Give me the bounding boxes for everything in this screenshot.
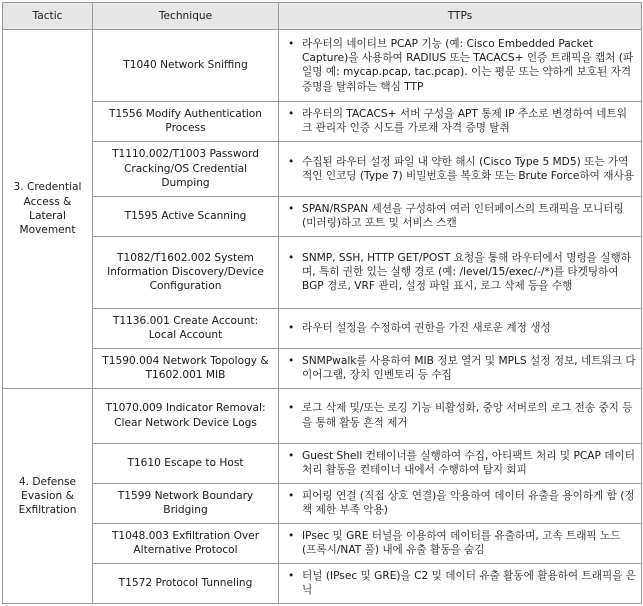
ttp-text: 터널 (IPsec 및 GRE)을 C2 및 데이터 유출 활동에 활용하여 트래픽을 은닉	[302, 570, 637, 597]
ttp-item	[288, 569, 637, 597]
table-row	[3, 101, 642, 141]
ttp-item	[288, 202, 637, 230]
ttp-cell	[279, 483, 642, 523]
header-technique: Technique	[93, 3, 279, 30]
ttp-cell	[279, 563, 642, 603]
ttp-cell	[279, 443, 642, 483]
ttp-item	[288, 449, 637, 477]
tactic-cell: 3. Credential Access & Lateral Movement	[3, 30, 93, 389]
bullet-icon: •	[288, 155, 295, 168]
ttp-cell	[279, 101, 642, 141]
ttp-cell	[279, 141, 642, 196]
ttp-text: 로그 삭제 및/또는 로깅 기능 비활성화, 중앙 서버로의 로그 전송 중지 등을 통해 활동 흔적 제거	[302, 402, 633, 429]
ttp-item	[288, 107, 637, 135]
technique-cell: T1572 Protocol Tunneling	[93, 563, 279, 603]
ttp-text: 라우터 설정을 수정하여 권한을 가진 새로운 계정 생성	[302, 321, 551, 334]
ttp-cell	[279, 348, 642, 388]
ttp-text: 라우터의 TACACS+ 서버 구성을 APT 통제 IP 주소로 변경하여 네트워크 관리자 인증 시도를 가로채 자격 증명 탈취	[302, 108, 627, 135]
ttp-cell	[279, 308, 642, 348]
table-row	[3, 388, 642, 443]
ttp-cell	[279, 196, 642, 236]
ttp-item	[288, 401, 637, 429]
technique-cell: T1082/T1602.002 System Information Discovery/Device Configuration	[93, 236, 279, 308]
bullet-icon: •	[288, 37, 295, 50]
technique-cell: T1595 Active Scanning	[93, 196, 279, 236]
ttp-item	[288, 489, 637, 517]
bullet-icon: •	[288, 530, 295, 543]
table-row	[3, 563, 642, 603]
ttp-item	[288, 37, 637, 94]
technique-cell: T1136.001 Create Account: Local Account	[93, 308, 279, 348]
ttp-cell	[279, 236, 642, 308]
table-row	[3, 141, 642, 196]
technique-cell: T1040 Network Sniffing	[93, 30, 279, 102]
ttp-cell	[279, 30, 642, 102]
ttp-item	[288, 321, 637, 335]
ttp-text: IPsec 및 GRE 터널을 이용하여 데이터를 유출하며, 고속 트래픽 노드 (프록시/NAT 풀) 내에 유출 활동을 숨김	[302, 530, 621, 557]
ttp-text: 수집된 라우터 설정 파일 내 약한 해시 (Cisco Type 5 MD5) 또는 가역적인 인코딩 (Type 7) 비밀번호를 복호화 또는 Brute Force하여 재사용	[302, 155, 634, 182]
table-row	[3, 30, 642, 102]
bullet-icon: •	[288, 490, 295, 503]
bullet-icon: •	[288, 402, 295, 415]
bullet-icon: •	[288, 321, 295, 334]
table-row	[3, 308, 642, 348]
ttp-text: Guest Shell 컨테이너를 실행하여 수집, 아티팩트 처리 및 PCAP 데이터 처리 활동을 컨테이너 내에서 수행하여 탐지 회피	[302, 449, 635, 477]
ttp-item	[288, 529, 637, 557]
bullet-icon: •	[288, 251, 295, 264]
bullet-icon: •	[288, 570, 295, 583]
ttp-item	[288, 155, 637, 183]
ttp-text: 라우터의 네이티브 PCAP 기능 (예: Cisco Embedded Packet Capture)을 사용하여 RADIUS 또는 TACACS+ 인증 트래픽을 캡처 (파일명 예: mycap.pcap, tac.pcap). 이는 평문 또는 약하게 보호된 자격 증명을 탈취하는 핵심 TTP	[302, 37, 634, 93]
bullet-icon: •	[288, 354, 295, 367]
technique-cell: T1599 Network Boundary Bridging	[93, 483, 279, 523]
header-row	[3, 3, 642, 30]
bullet-icon: •	[288, 203, 295, 216]
ttp-table	[2, 2, 642, 604]
ttp-text: SNMP, SSH, HTTP GET/POST 요청을 통해 라우터에서 명령을 실행하며, 특히 권한 있는 실행 경로 (예: /level/15/exec/-/*)를 타겟팅하여 BGP 경로, VRF 관리, 설정 파일 표시, 로그 삭제 등을 수행	[302, 251, 631, 293]
technique-cell: T1048.003 Exfiltration Over Alternative Protocol	[93, 523, 279, 563]
bullet-icon: •	[288, 449, 295, 462]
ttp-cell	[279, 388, 642, 443]
ttp-text: SNMPwalk를 사용하여 MIB 정보 열거 및 MPLS 설정 정보, 네트워크 다이어그램, 장치 인벤토리 등 수집	[302, 354, 636, 382]
technique-cell: T1110.002/T1003 Password Cracking/OS Credential Dumping	[93, 141, 279, 196]
header-ttps: TTPs	[279, 3, 642, 30]
technique-cell: T1590.004 Network Topology & T1602.001 MIB	[93, 348, 279, 388]
technique-cell: T1070.009 Indicator Removal: Clear Network Device Logs	[93, 388, 279, 443]
table-row	[3, 236, 642, 308]
table-row	[3, 483, 642, 523]
table-row	[3, 523, 642, 563]
table-row	[3, 196, 642, 236]
ttp-item	[288, 251, 637, 294]
bullet-icon: •	[288, 108, 295, 121]
ttp-text: 피어링 연결 (직접 상호 연결)을 악용하여 데이터 유출을 용이하게 함 (정책 제한 부족 악용)	[302, 490, 635, 517]
header-tactic: Tactic	[3, 3, 93, 30]
ttp-item	[288, 354, 637, 382]
tactic-cell: 4. Defense Evasion & Exfiltration	[3, 388, 93, 603]
technique-cell: T1556 Modify Authentication Process	[93, 101, 279, 141]
table-row	[3, 348, 642, 388]
ttp-text: SPAN/RSPAN 세션을 구성하여 여러 인터페이스의 트래픽을 모니터링 (미러링)하고 포트 및 서비스 스캔	[302, 203, 624, 230]
technique-cell: T1610 Escape to Host	[93, 443, 279, 483]
table-row	[3, 443, 642, 483]
ttp-cell	[279, 523, 642, 563]
